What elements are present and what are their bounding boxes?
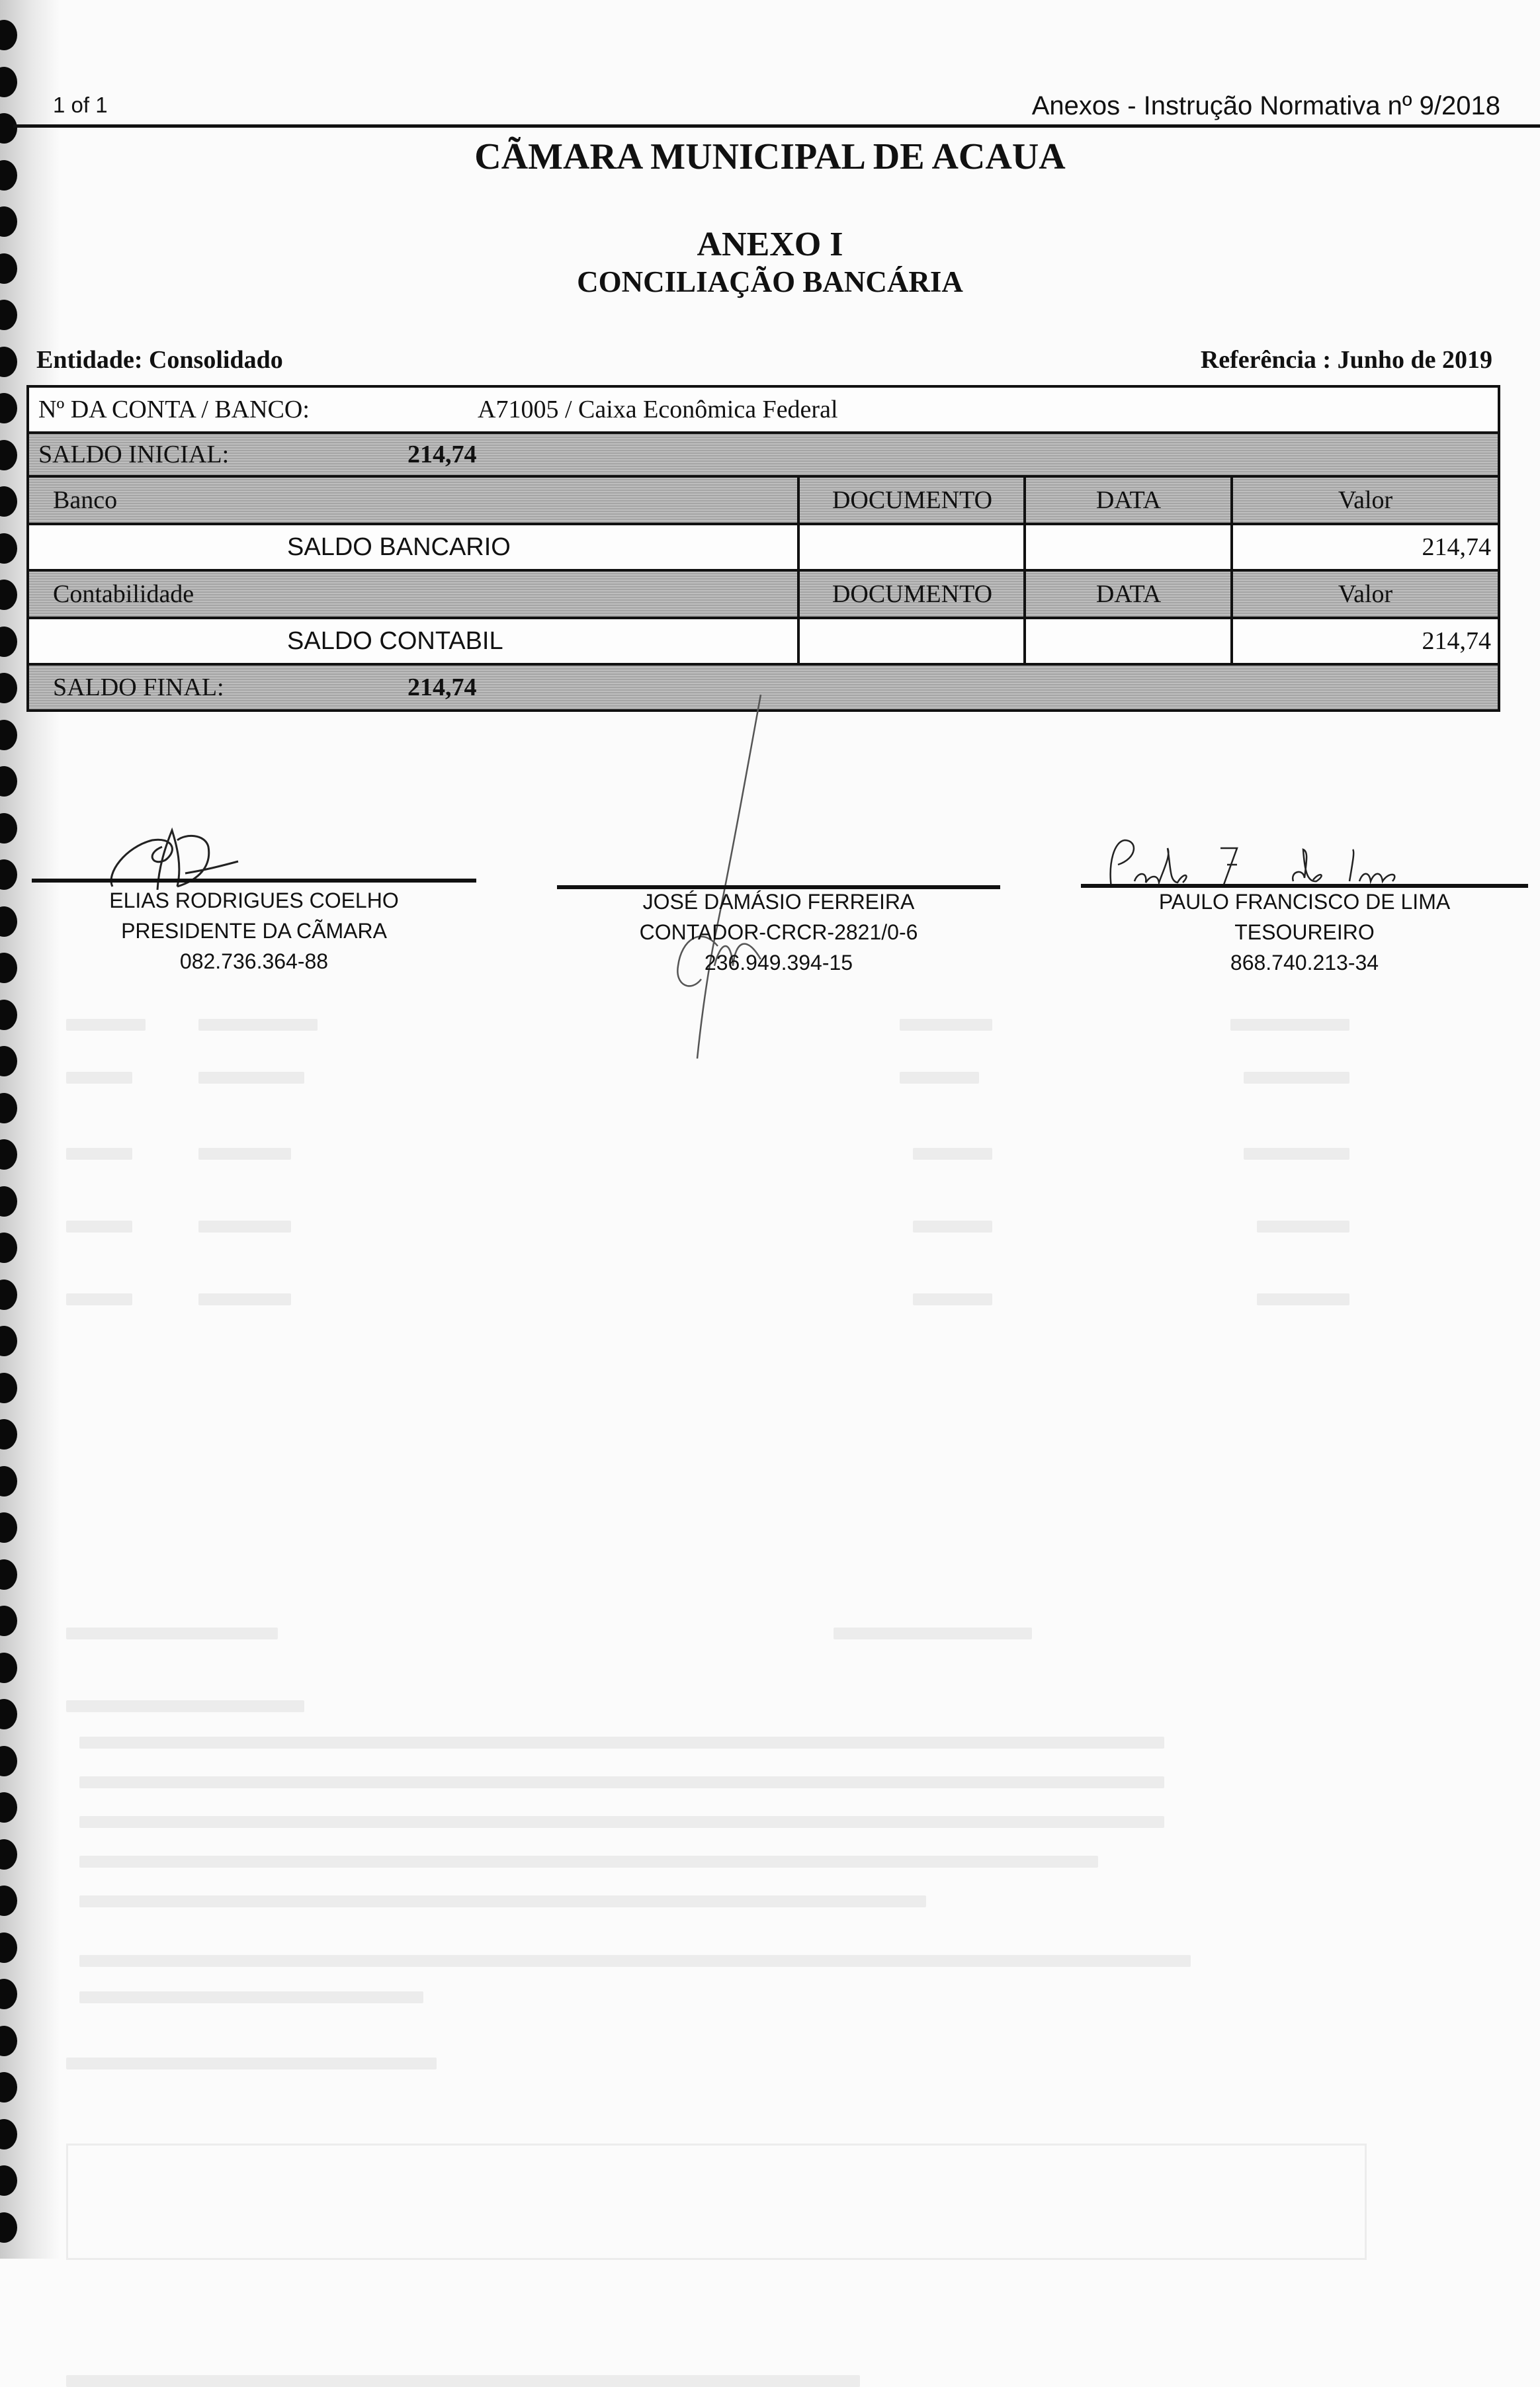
saldo-bancario-description: SALDO BANCARIO [287, 533, 511, 561]
signatory-1-id: 082.736.364-88 [179, 949, 329, 973]
institution-title: CÃMARA MUNICIPAL DE ACAUA [474, 136, 1066, 177]
signatory-2 [557, 887, 1000, 978]
spiral-binding [0, 0, 60, 2259]
reference-period: Referência : Junho de 2019 [1200, 346, 1492, 374]
binding-ring [0, 533, 17, 564]
binding-ring [0, 300, 17, 330]
binding-ring [0, 1606, 17, 1636]
binding-ring [0, 1979, 17, 2009]
binding-ring [0, 1653, 17, 1683]
annex-reference: Anexos - Instrução Normativa nº 9/2018 [1031, 91, 1500, 120]
header-rule [13, 124, 1540, 128]
binding-ring [0, 2212, 17, 2243]
saldo-contabil-data [1026, 619, 1231, 663]
contabilidade-col-documento: DOCUMENTO [832, 580, 993, 608]
saldo-inicial-value: 214,74 [407, 441, 477, 468]
binding-ring [0, 1000, 17, 1030]
contabilidade-col-valor: Valor [1338, 580, 1393, 608]
entity-label: Entidade: Consolidado [36, 346, 283, 374]
saldo-inicial-row [26, 431, 1500, 478]
binding-ring [0, 627, 17, 657]
banco-col-data: DATA [1095, 486, 1162, 514]
signatory-2-name: JOSÉ DAMÁSIO FERREIRA [642, 890, 915, 914]
handwritten-signature-jose [655, 688, 787, 1059]
binding-ring [0, 1466, 17, 1497]
binding-ring [0, 1932, 17, 1963]
binding-ring [0, 1792, 17, 1823]
binding-ring [0, 953, 17, 983]
signatory-1-role: PRESIDENTE DA CÃMARA [121, 919, 387, 943]
binding-ring [0, 1746, 17, 1776]
binding-ring [0, 67, 17, 97]
binding-ring [0, 2165, 17, 2196]
page-indicator: 1 of 1 [53, 93, 108, 117]
binding-ring [0, 580, 17, 610]
binding-ring [0, 1373, 17, 1403]
binding-ring [0, 906, 17, 937]
saldo-inicial-label: SALDO INICIAL: [38, 441, 230, 468]
binding-ring [0, 486, 17, 517]
saldo-contabil-description: SALDO CONTABIL [287, 627, 503, 655]
saldo-contabil-documento [800, 619, 1025, 663]
binding-ring [0, 20, 17, 50]
binding-ring [0, 2119, 17, 2149]
binding-ring [0, 347, 17, 377]
binding-ring [0, 1233, 17, 1263]
signatory-1-name: ELIAS RODRIGUES COELHO [109, 889, 399, 912]
saldo-contabil-valor: 214,74 [1422, 627, 1491, 655]
binding-ring [0, 1280, 17, 1310]
banco-data-row [26, 523, 1500, 572]
binding-ring [0, 720, 17, 750]
binding-ring [0, 2072, 17, 2103]
binding-ring [0, 1699, 17, 1729]
binding-ring [0, 1512, 17, 1543]
document-subtitle: CONCILIAÇÃO BANCÁRIA [577, 265, 963, 298]
saldo-bancario-valor: 214,74 [1422, 533, 1491, 561]
binding-ring [0, 859, 17, 890]
signature-line-1 [32, 879, 476, 883]
binding-ring [0, 1839, 17, 1870]
signatory-3-name: PAULO FRANCISCO DE LIMA [1158, 890, 1451, 914]
signatory-3 [1081, 887, 1528, 978]
banco-col-valor: Valor [1338, 486, 1393, 514]
saldo-bancario-data [1026, 525, 1231, 569]
binding-ring [0, 1093, 17, 1123]
signatory-1 [32, 885, 476, 976]
binding-ring [0, 1186, 17, 1217]
signatory-2-role: CONTADOR-CRCR-2821/0-6 [639, 920, 918, 944]
binding-ring [0, 1886, 17, 1916]
binding-ring [0, 393, 17, 423]
binding-ring [0, 1559, 17, 1590]
binding-ring [0, 440, 17, 470]
contabilidade-section-label: Contabilidade [53, 580, 194, 608]
binding-ring [0, 2026, 17, 2056]
contabilidade-data-row [26, 617, 1500, 666]
saldo-bancario-documento [800, 525, 1025, 569]
binding-ring [0, 1419, 17, 1450]
binding-ring [0, 673, 17, 703]
annex-title: ANEXO I [697, 226, 843, 263]
contabilidade-header-row [26, 569, 1500, 619]
saldo-final-label: SALDO FINAL: [53, 673, 224, 701]
binding-ring [0, 813, 17, 844]
binding-ring [0, 1139, 17, 1170]
account-label: Nº DA CONTA / BANCO: [38, 396, 310, 423]
account-value: A71005 / Caixa Econômica Federal [478, 396, 838, 423]
banco-section-label: Banco [53, 486, 118, 514]
reconciliation-table [26, 385, 1500, 712]
binding-ring [0, 766, 17, 797]
account-row [26, 385, 1500, 434]
binding-ring [0, 1326, 17, 1356]
banco-col-documento: DOCUMENTO [832, 486, 993, 514]
signatory-3-role: TESOUREIRO [1234, 920, 1375, 944]
signatory-2-id: 236.949.394-15 [704, 951, 853, 975]
signatory-3-id: 868.740.213-34 [1230, 951, 1379, 975]
banco-header-row [26, 475, 1500, 525]
contabilidade-col-data: DATA [1095, 580, 1162, 608]
saldo-final-value: 214,74 [407, 673, 477, 701]
binding-ring [0, 1046, 17, 1076]
